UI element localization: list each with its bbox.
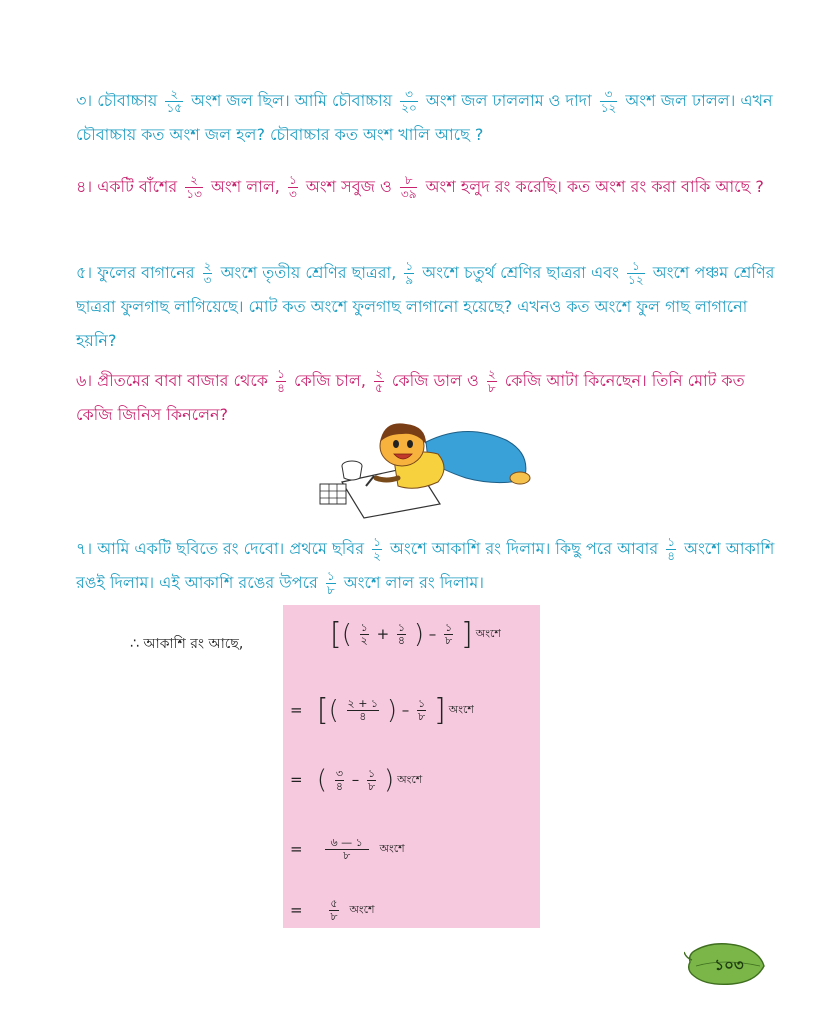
question-3: ৩। চৌবাচ্চায় $\frac{২}{১৫}$ অংশ জল ছিল। আমি চৌবাচ্চায় $\frac{৩}{২০}$ অংশ জল ঢাললাম ও দাদা $\frac{৩}{১২}$ অংশ জল ঢালল। এখন চৌবাচ্চায় কত অংশ জল হল? চৌবাচ্চার কত অংশ খালি আছে ? [76,87,773,144]
solution-step-1: [( $\frac{১}{২}$ + $\frac{১}{৪}$ ) – $\frac{১}{৮}$ ] অংশে [330,617,501,652]
fraction: $\frac{৩}{২০}$ [401,87,417,115]
question-5: ৫। ফুলের বাগানের $\frac{২}{৩}$ অংশে তৃতীয় শ্রেণির ছাত্ররা, $\frac{১}{৯}$ অংশে চতুর্থ শ্রেণির ছাত্ররা এবং $\frac{১}{১২}$ অংশে পঞ্চম শ্রেণির ছাত্ররা ফুলগাছ লাগিয়েছে। মোট কত অংশে ফুলগাছ লাগানো হয়েছে? এখনও কত অংশে ফুল গাছ লাগানো হয়নি? [76,259,775,350]
fraction: $\frac{২}{১৫}$ [166,87,183,115]
fraction: $\frac{৮}{৩৯}$ [400,173,417,201]
question-7: ৭। আমি একটি ছবিতে রং দেবো। প্রথমে ছবির $\frac{১}{২}$ অংশে আকাশি রং দিলাম। কিছু পরে আবার $\frac{১}{৪}$ অংশে আকাশি রঙই দিলাম। এই আকাশি রঙের উপরে $\frac{১}{৮}$ অংশে লাল রং দিলাম। [76,535,775,597]
fraction: $\frac{২}{৮}$ [487,367,496,395]
solution-step-3: = ( $\frac{৩}{৪}$ – $\frac{১}{৮}$ ) অংশে [290,765,423,795]
fraction: $\frac{১}{৪}$ [277,367,285,395]
child-drawing-illustration [306,420,536,520]
question-4: ৪। একটি বাঁশের $\frac{২}{১৩}$ অংশ লাল, $\frac{১}{৩}$ অংশ সবুজ ও $\frac{৮}{৩৯}$ অংশ হলুদ রং করেছি। কত অংশ রং করা বাকি আছে ? [76,173,764,201]
fraction: $\frac{৩}{১২}$ [600,87,617,115]
fraction: $\frac{২}{৩}$ [203,259,212,287]
fraction: $\frac{১}{৯}$ [405,259,414,287]
fraction: $\frac{১}{২}$ [373,535,381,563]
page-number: ১০৩ [714,956,744,974]
solution-step-5: = $\frac{৫}{৮}$ অংশে [290,897,375,923]
fraction: $\frac{১}{৪}$ [667,535,676,563]
solution-intro: ∴ আকাশি রং আছে, [130,636,244,652]
fraction: $\frac{১}{৩}$ [288,173,297,201]
fraction: $\frac{১}{৮}$ [326,569,335,597]
solution-step-4: = $\frac{৬ — ১}{৮}$ অংশে [290,836,405,862]
fraction: $\frac{২}{৫}$ [375,367,383,395]
question-6: ৬। প্রীতমের বাবা বাজার থেকে $\frac{১}{৪}$ কেজি চাল, $\frac{২}{৫}$ কেজি ডাল ও $\frac{২}{৮}$ কেজি আটা কিনেছেন। তিনি মোট কত কেজি জিনিস কিনলেন? [76,367,745,424]
fraction: $\frac{২}{১৩}$ [186,173,202,201]
fraction: $\frac{১}{১২}$ [628,259,644,287]
solution-step-2: = [( $\frac{২ + ১}{৪}$ ) – $\frac{১}{৮}$ ] অংশে [290,693,474,728]
